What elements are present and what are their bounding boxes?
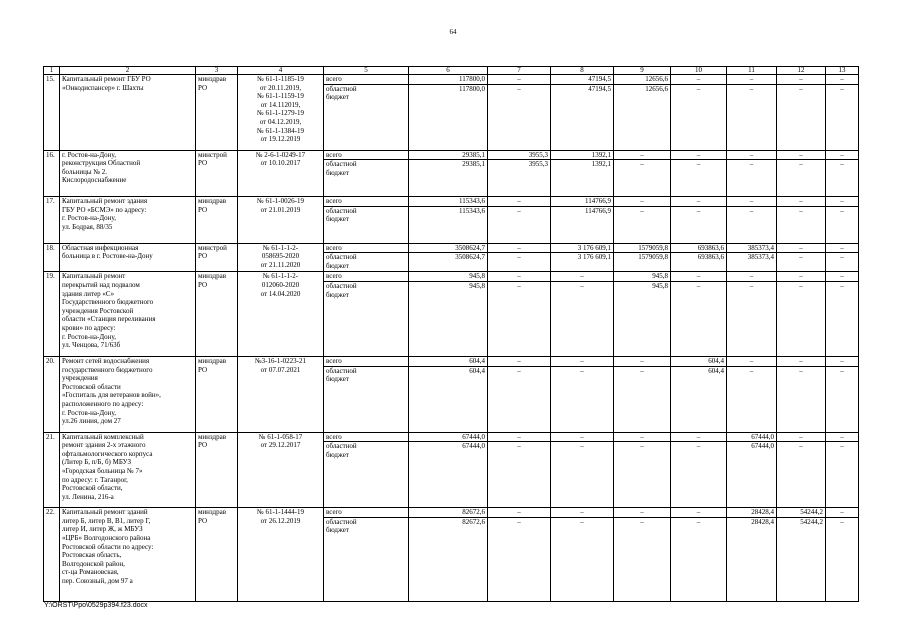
- amount-cell: 67444,0: [727, 432, 777, 442]
- budget-table: [43, 66, 859, 602]
- amount-cell: –: [488, 75, 551, 85]
- amount-cell: –: [777, 75, 826, 85]
- amount-cell: –: [727, 84, 777, 150]
- amount-cell: 3955,3: [488, 160, 551, 197]
- amount-cell: –: [826, 197, 859, 207]
- amount-cell: –: [671, 75, 727, 85]
- funding-source: областной бюджет: [324, 160, 409, 197]
- table-row: [44, 432, 859, 442]
- amount-cell: –: [614, 366, 671, 432]
- executor: минздрав РО: [196, 75, 238, 151]
- object-name: Капитальный ремонт ГБУ РО «Онкодиспансер» г. Шахты: [60, 75, 196, 151]
- column-number: 12: [777, 67, 826, 75]
- amount-cell: 67444,0: [727, 442, 777, 508]
- amount-cell: –: [671, 432, 727, 442]
- amount-cell: –: [551, 366, 614, 432]
- column-number: 2: [60, 67, 196, 75]
- amount-cell: 54244,2: [777, 517, 826, 601]
- amount-cell: 3 176 609,1: [551, 243, 614, 253]
- amount-cell: 945,8: [614, 272, 671, 282]
- amount-cell: –: [614, 517, 671, 601]
- table-row: [44, 243, 859, 253]
- amount-cell: 604,4: [409, 366, 488, 432]
- amount-cell: 945,8: [614, 281, 671, 356]
- row-number: 18.: [44, 243, 60, 272]
- amount-cell: –: [777, 206, 826, 243]
- table-row: [44, 197, 859, 207]
- amount-cell: –: [777, 150, 826, 160]
- funding-source: областной бюджет: [324, 517, 409, 601]
- amount-cell: –: [727, 272, 777, 282]
- amount-cell: –: [551, 508, 614, 518]
- amount-cell: –: [551, 272, 614, 282]
- row-number: 20.: [44, 356, 60, 432]
- amount-cell: –: [826, 517, 859, 601]
- amount-cell: –: [671, 197, 727, 207]
- row-number: 17.: [44, 197, 60, 244]
- amount-cell: –: [777, 356, 826, 366]
- amount-cell: 115343,6: [409, 197, 488, 207]
- amount-cell: –: [488, 206, 551, 243]
- amount-cell: –: [671, 272, 727, 282]
- expertise-document: № 2-6-1-0249-17 от 10.10.2017: [238, 150, 324, 197]
- object-name: г. Ростов-на-Дону, реконструкция Областной больницы № 2. Кислородоснабжение: [60, 150, 196, 197]
- amount-cell: 47194,5: [551, 84, 614, 150]
- expertise-document: № 61-1-0026-19 от 21.01.2019: [238, 197, 324, 244]
- amount-cell: –: [777, 84, 826, 150]
- executor: минздрав РО: [196, 272, 238, 357]
- funding-source: всего: [324, 75, 409, 85]
- amount-cell: –: [614, 508, 671, 518]
- amount-cell: –: [488, 253, 551, 272]
- column-number: 10: [671, 67, 727, 75]
- column-number: 6: [409, 67, 488, 75]
- amount-cell: 1579059,8: [614, 243, 671, 253]
- amount-cell: –: [727, 160, 777, 197]
- executor: минздрав РО: [196, 356, 238, 432]
- column-number-row: [44, 67, 859, 75]
- amount-cell: –: [826, 272, 859, 282]
- amount-cell: –: [614, 150, 671, 160]
- amount-cell: –: [826, 508, 859, 518]
- amount-cell: 1579059,8: [614, 253, 671, 272]
- executor: минздрав РО: [196, 508, 238, 602]
- row-number: 22.: [44, 508, 60, 602]
- expertise-document: № 61-1-1-2- 012060-2020 от 14.04.2020: [238, 272, 324, 357]
- amount-cell: 67444,0: [409, 432, 488, 442]
- amount-cell: 945,8: [409, 281, 488, 356]
- amount-cell: –: [826, 150, 859, 160]
- amount-cell: –: [614, 356, 671, 366]
- amount-cell: –: [488, 272, 551, 282]
- amount-cell: 67444,0: [409, 442, 488, 508]
- expertise-document: № 61-1-1-2- 058695-2020 от 21.11.2020: [238, 243, 324, 272]
- amount-cell: –: [551, 281, 614, 356]
- amount-cell: 47194,5: [551, 75, 614, 85]
- amount-cell: –: [671, 206, 727, 243]
- page-number: 64: [449, 28, 457, 36]
- amount-cell: –: [551, 517, 614, 601]
- amount-cell: 12656,6: [614, 84, 671, 150]
- amount-cell: –: [777, 272, 826, 282]
- row-number: 21.: [44, 432, 60, 508]
- amount-cell: 28428,4: [727, 508, 777, 518]
- funding-source: всего: [324, 272, 409, 282]
- amount-cell: –: [727, 150, 777, 160]
- amount-cell: –: [727, 75, 777, 85]
- amount-cell: –: [488, 281, 551, 356]
- amount-cell: –: [671, 160, 727, 197]
- column-number: 11: [727, 67, 777, 75]
- amount-cell: 29385,1: [409, 160, 488, 197]
- executor: минздрав РО: [196, 432, 238, 508]
- amount-cell: –: [826, 243, 859, 253]
- column-number: 9: [614, 67, 671, 75]
- row-number: 19.: [44, 272, 60, 357]
- funding-source: областной бюджет: [324, 253, 409, 272]
- amount-cell: –: [727, 356, 777, 366]
- funding-source: всего: [324, 432, 409, 442]
- amount-cell: 1392,1: [551, 150, 614, 160]
- amount-cell: –: [671, 517, 727, 601]
- amount-cell: –: [671, 442, 727, 508]
- amount-cell: –: [488, 84, 551, 150]
- funding-source: всего: [324, 508, 409, 518]
- column-number: 8: [551, 67, 614, 75]
- column-number: 7: [488, 67, 551, 75]
- object-name: Областная инфекционная больница в г. Ростове-на-Дону: [60, 243, 196, 272]
- executor: минстрой РО: [196, 150, 238, 197]
- file-path-footer: Y:\ORST\Ppo\0529p394.f23.docx: [44, 602, 148, 609]
- amount-cell: –: [826, 281, 859, 356]
- amount-cell: 3508624,7: [409, 243, 488, 253]
- funding-source: всего: [324, 356, 409, 366]
- object-name: Ремонт сетей водоснабжения государственного бюджетного учреждения Ростовской области «Госпиталь для ветеранов войн», расположенного по адресу: г. Ростов-на-Дону, ул.26 линия, дом 27: [60, 356, 196, 432]
- amount-cell: –: [614, 197, 671, 207]
- executor: минздрав РО: [196, 197, 238, 244]
- amount-cell: –: [826, 356, 859, 366]
- column-number: 3: [196, 67, 238, 75]
- amount-cell: –: [777, 160, 826, 197]
- amount-cell: –: [727, 197, 777, 207]
- amount-cell: –: [551, 356, 614, 366]
- amount-cell: –: [727, 206, 777, 243]
- amount-cell: 28428,4: [727, 517, 777, 601]
- amount-cell: –: [727, 281, 777, 356]
- expertise-document: № 61-1-1185-19 от 20.11.2019, № 61-1-1159-19 от 14.112019, № 61-1-1279-19 от 04.12.2019, № 61-1-1384-19 от 19.12.2019: [238, 75, 324, 151]
- amount-cell: 3 176 609,1: [551, 253, 614, 272]
- table-row: [44, 508, 859, 518]
- amount-cell: –: [826, 442, 859, 508]
- amount-cell: 1392,1: [551, 160, 614, 197]
- amount-cell: 117800,0: [409, 75, 488, 85]
- amount-cell: –: [614, 160, 671, 197]
- column-number: 4: [238, 67, 324, 75]
- amount-cell: –: [671, 281, 727, 356]
- amount-cell: –: [614, 432, 671, 442]
- amount-cell: –: [777, 432, 826, 442]
- amount-cell: –: [777, 253, 826, 272]
- amount-cell: 3955,3: [488, 150, 551, 160]
- amount-cell: –: [488, 366, 551, 432]
- amount-cell: –: [777, 243, 826, 253]
- amount-cell: 114766,9: [551, 197, 614, 207]
- amount-cell: –: [551, 432, 614, 442]
- amount-cell: 945,8: [409, 272, 488, 282]
- amount-cell: 3508624,7: [409, 253, 488, 272]
- executor: минстрой РО: [196, 243, 238, 272]
- amount-cell: 693863,6: [671, 253, 727, 272]
- row-number: 15.: [44, 75, 60, 151]
- amount-cell: –: [777, 197, 826, 207]
- object-name: Капитальный комплексный ремонт здания 2-х этажного офтальмологического корпуса (Литер Б, п/Б, б) МБУЗ «Городская больница № 7» по адресу: г. Таганрог, Ростовской области, ул. Ленина, 216-а: [60, 432, 196, 508]
- funding-source: областной бюджет: [324, 281, 409, 356]
- column-number: 5: [324, 67, 409, 75]
- amount-cell: 114766,9: [551, 206, 614, 243]
- amount-cell: –: [826, 366, 859, 432]
- funding-source: областной бюджет: [324, 366, 409, 432]
- amount-cell: 604,4: [671, 356, 727, 366]
- amount-cell: 604,4: [671, 366, 727, 432]
- expertise-document: №3-16-1-0223-21 от 07.07.2021: [238, 356, 324, 432]
- column-number: 13: [826, 67, 859, 75]
- amount-cell: 29385,1: [409, 150, 488, 160]
- amount-cell: –: [777, 442, 826, 508]
- row-number: 16.: [44, 150, 60, 197]
- amount-cell: 693863,6: [671, 243, 727, 253]
- amount-cell: 385373,4: [727, 253, 777, 272]
- amount-cell: 117800,0: [409, 84, 488, 150]
- funding-source: областной бюджет: [324, 84, 409, 150]
- amount-cell: –: [551, 442, 614, 508]
- table-row: [44, 75, 859, 85]
- amount-cell: –: [777, 366, 826, 432]
- amount-cell: 54244,2: [777, 508, 826, 518]
- amount-cell: –: [826, 253, 859, 272]
- amount-cell: 82672,6: [409, 517, 488, 601]
- amount-cell: –: [488, 517, 551, 601]
- amount-cell: –: [488, 508, 551, 518]
- table-row: [44, 356, 859, 366]
- object-name: Капитальный ремонт зданий литер Б, литер В, В1, литер Г, литер И, литер Ж, ж МБУЗ «ЦРБ» Волгодонского района Ростовской области по адресу: Ростовская область, Волгодонской район, ст-ца Романовская, пер. Союзный, дом 97 а: [60, 508, 196, 602]
- funding-source: областной бюджет: [324, 206, 409, 243]
- object-name: Капитальный ремонт перекрытий над подвалом здания литер «С» Государственного бюджетного учреждения Ростовской области «Станция переливания крови» по адресу: г. Ростов-на-Дону, ул. Ченцова, 71/63б: [60, 272, 196, 357]
- amount-cell: –: [488, 432, 551, 442]
- amount-cell: –: [727, 366, 777, 432]
- amount-cell: –: [488, 243, 551, 253]
- object-name: Капитальный ремонт здания ГБУ РО «БСМЭ» по адресу: г. Ростов-на-Дону, ул. Бодрая, 88/35: [60, 197, 196, 244]
- amount-cell: –: [614, 206, 671, 243]
- amount-cell: 12656,6: [614, 75, 671, 85]
- amount-cell: –: [826, 206, 859, 243]
- amount-cell: –: [826, 75, 859, 85]
- table-row: [44, 150, 859, 160]
- amount-cell: –: [671, 508, 727, 518]
- amount-cell: –: [671, 84, 727, 150]
- amount-cell: –: [488, 356, 551, 366]
- amount-cell: –: [614, 442, 671, 508]
- expertise-document: № 61-1-1444-19 от 26.12.2019: [238, 508, 324, 602]
- amount-cell: –: [671, 150, 727, 160]
- amount-cell: –: [826, 160, 859, 197]
- amount-cell: 385373,4: [727, 243, 777, 253]
- amount-cell: 115343,6: [409, 206, 488, 243]
- amount-cell: –: [488, 442, 551, 508]
- funding-source: всего: [324, 243, 409, 253]
- amount-cell: 604,4: [409, 356, 488, 366]
- amount-cell: 82672,6: [409, 508, 488, 518]
- expertise-document: № 61-1-058-17 от 29.12.2017: [238, 432, 324, 508]
- column-number: 1: [44, 67, 60, 75]
- funding-source: всего: [324, 150, 409, 160]
- amount-cell: –: [777, 281, 826, 356]
- table-row: [44, 272, 859, 282]
- funding-source: областной бюджет: [324, 442, 409, 508]
- amount-cell: –: [488, 197, 551, 207]
- amount-cell: –: [826, 84, 859, 150]
- funding-source: всего: [324, 197, 409, 207]
- amount-cell: –: [826, 432, 859, 442]
